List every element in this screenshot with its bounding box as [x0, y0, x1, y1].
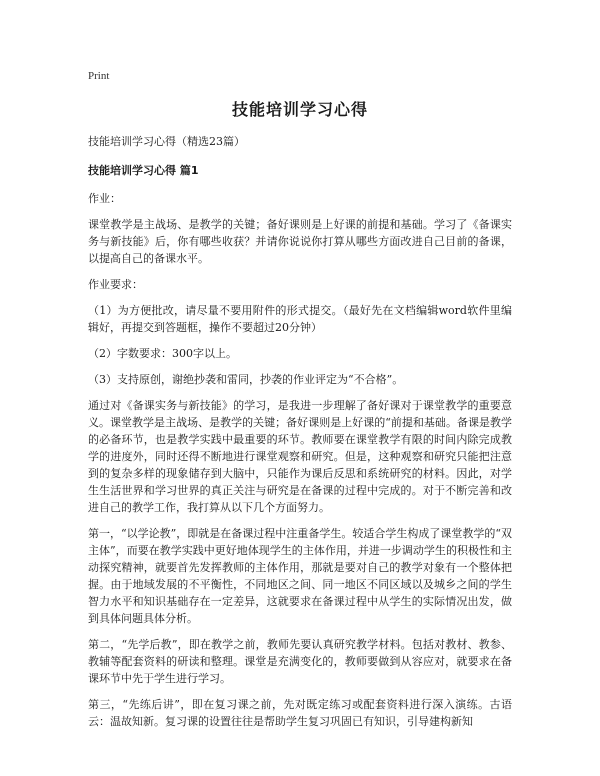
document-body	[88, 133, 512, 739]
paragraph: 作业：	[88, 192, 121, 205]
document-title: 技能培训学习心得	[231, 100, 368, 119]
paragraph: 课堂教学是主战场、是教学的关键；备好课则是上好课的前提和基础。学习了《备课实务与新技能》后，你有哪些收获？并请你说说你打算从哪些方面改进自己目前的备课，以提高自己的备课水平。	[88, 218, 512, 265]
paragraph: 第三，“先练后讲”，即在复习课之前，先对既定练习或配套资料进行深入演练。古语云：温故知新。复习课的设置往往是帮助学生复习巩固已有知识，引导建构新知	[88, 698, 512, 728]
paragraph: 作业要求：	[88, 278, 143, 291]
section-heading: 技能培训学习心得 篇1	[88, 164, 199, 177]
print-label[interactable]: Print	[88, 70, 110, 82]
paragraph: 第一，“以学论教”，即就是在备课过程中注重备学生。较适合学生构成了课堂教学的“双主体”，而要在教学实践中更好地体现学生的主体作用，并进一步调动学生的积极性和主动探究精神，就要首先发挥教师的主体作用，那就是要对自己的教学对象有一个整体把握。由于地域发展的不平衡性，不同地区之间、同一地区不同区域以及城乡之间的学生智力水平和知识基础存在一定差异，这就要求在备课过程中从学生的实际情况出发，做到具体问题具体分析。	[88, 527, 512, 625]
paragraph: 通过对《备课实务与新技能》的学习，是我进一步理解了备好课对于课堂教学的重要意义。课堂教学是主战场、是教学的关键；备好课则是上好课的“前提和基础。备课是教学的必备环节，也是教学实践中最重要的环节。教师要在课堂教学有限的时间内除完成教学的进度外，同时还得不断地进行课堂观察和研究。但是，这种观察和研究只能把注意到的复杂多样的现象储存到大脑中，只能作为课后反思和系统研究的材料。因此，对学生生活世界和学习世界的真正关注与研究是在备课的过程中完成的。对于不断完善和改进自己的教学工作，我打算从以下几个方面努力。	[88, 399, 512, 514]
document-subtitle: 技能培训学习心得（精选23篇）	[88, 135, 245, 148]
paragraph: 第二，“先学后教”，即在教学之前，教师先要认真研究教学材料。包括对教材、教参、教辅等配套资料的研读和整理。课堂是充满变化的，教师要做到从容应对，就要求在备课环节中先于学生进行学习。	[88, 638, 512, 685]
paragraph: （3）支持原创，谢绝抄袭和雷同，抄袭的作业评定为“不合格”。	[88, 373, 404, 386]
paragraph: （2）字数要求：300字以上。	[88, 347, 237, 360]
paragraph: （1）为方便批改，请尽量不要用附件的形式提交。（最好先在文档编辑word软件里编辑好，再提交到答题框，操作不要超过20分钟）	[88, 304, 512, 334]
